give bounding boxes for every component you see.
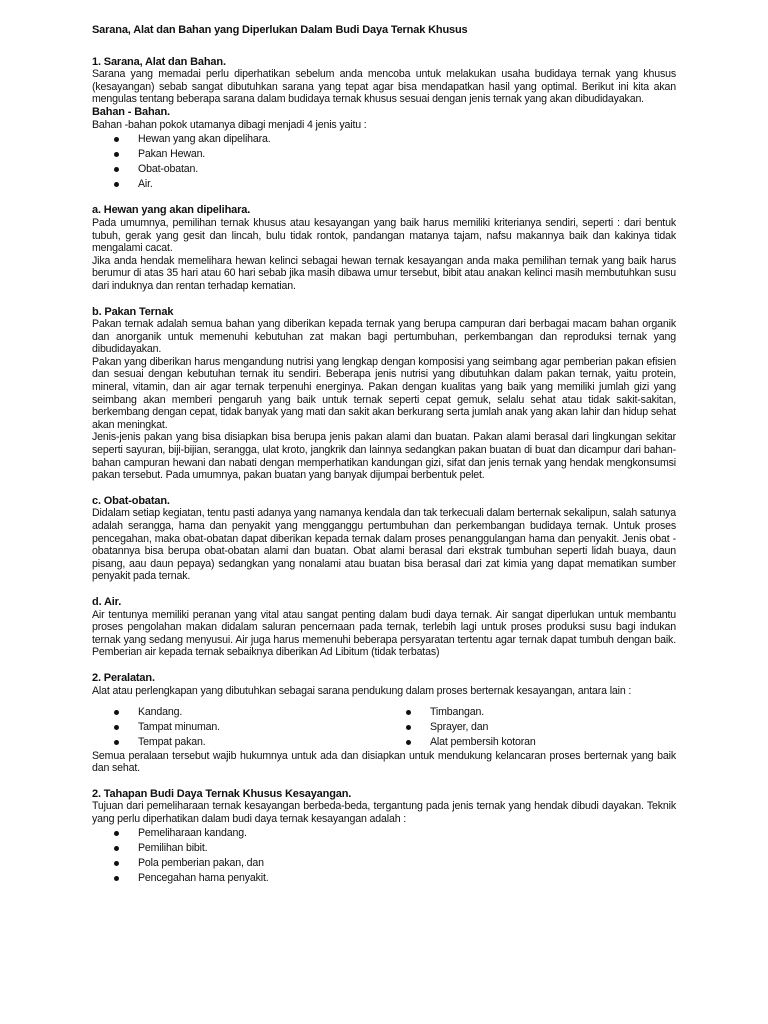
bullet-icon <box>114 846 119 851</box>
section-c-paragraph-1: Didalam setiap kegiatan, tentu pasti adanya yang namanya kendala dan tak terkecuali dalam berternak sekalipun, salah satunya adalah serangga, hama dan penyakit yang mengganggu pertumbuhan dan perkembangan budidaya ternak. Untuk proses pencegahan, maka obat-obatan dapat diberikan kepada ternak dalam proses penanggulangan hama dan penyakit. Jenis obat - obatannya bisa berupa obat-obatan alami dan buatan. Obat alami berasal dari ekstrak tumbuhan seperti lidah buaya, daun pisang, aau daun pepaya) sedangkan yang nonalami atau buatan bisa berasal dari zat kimia yang dapat mematikan sumber penyakit pada ternak. <box>92 507 676 583</box>
list-item-text: Pola pemberian pakan, dan <box>138 857 264 870</box>
section-d-paragraph-1: Air tentunya memiliki peranan yang vital atau sangat penting dalam budi daya ternak. Air sangat diperlukan untuk membantu proses pengolahan makan didalam saluran pencernaan pada ternak, terlebih lagi untuk proses produksi susu bagi indukan ternak yang sedang menyusui. Air juga harus memenuhi beberapa persyaratan tertentu agar ternak dapat tumbuh dengan baik. Pemberian air kepada ternak sebaiknya diberikan Ad Libitum (tidak terbatas) <box>92 608 676 659</box>
section-d-heading: d. Air. <box>92 595 122 608</box>
list-item <box>384 705 676 720</box>
section-2-heading: 2. Peralatan. <box>92 671 155 684</box>
section-3-heading: 2. Tahapan Budi Daya Ternak Khusus Kesayangan. <box>92 787 352 800</box>
list-item-text: Tampat minuman. <box>138 720 220 733</box>
list-item-text: Tempat pakan. <box>138 735 206 748</box>
document-page <box>92 24 676 886</box>
section-1-intro: Sarana yang memadai perlu diperhatikan sebelum anda mencoba untuk melakukan usaha budidaya ternak yang khusus (kesayangan) sebab sangat dibutuhkan sarana yang tepat agar bisa mendapatkan hasil yang optimal. Berikut ini kita akan mengulas tentang beberapa sarana dalam budidaya ternak khusus sesuai dengan jenis ternak yang akan dibudidayakan. <box>92 68 676 106</box>
bullet-icon <box>114 137 119 142</box>
section-b-paragraph-2: Pakan yang diberikan harus mengandung nutrisi yang lengkap dengan komposisi yang seimbang agar pemberian pakan efisien dan sesuai dengan kebutuhan ternak itu sendiri. Beberapa jenis nutrisi yang dibutuhkan dalam pakan ternak, yaitu protein, mineral, vitamin, dan air agar ternak terpenuhi energinya. Pakan dengan kualitas yang baik yang memiliki jumlah gizi yang seimbang akan memberi pengaruh yang baik untuk ternak seperti cepat gemuk, selalu sehat atau tidak sakit-sakitan, berkembang dengan cepat, tidak banyak yang mati dan sakit akan berkurang serta jumlah anak yang akan lahir dan hidup sehat akan meningkat. <box>92 355 676 431</box>
list-item <box>92 841 676 856</box>
peralatan-list-right <box>384 705 676 749</box>
list-item <box>92 826 676 841</box>
section-b-paragraph-1: Pakan ternak adalah semua bahan yang diberikan kepada ternak yang berupa campuran dari berbagai macam bahan organik dan anorganik untuk memenuhi kebutuhan zat makan bagi pertumbuhan, perkembangan dan reproduksi ternak yang dibudidayakan. <box>92 318 676 356</box>
bullet-icon <box>114 725 119 730</box>
list-item <box>92 705 384 720</box>
list-item <box>92 177 676 192</box>
bullet-icon <box>114 182 119 187</box>
bullet-icon <box>114 876 119 881</box>
list-item-text: Pemeliharaan kandang. <box>138 827 247 840</box>
bullet-icon <box>114 710 119 715</box>
list-item-text: Kandang. <box>138 706 183 719</box>
bullet-icon <box>114 740 119 745</box>
bullet-icon <box>406 725 411 730</box>
list-item <box>92 856 676 871</box>
document-title: Sarana, Alat dan Bahan yang Diperlukan Dalam Budi Daya Ternak Khusus <box>92 24 468 36</box>
list-item-text: Pencegahan hama penyakit. <box>138 871 269 884</box>
list-item <box>384 735 676 750</box>
list-item <box>92 735 384 750</box>
list-item-text: Hewan yang akan dipelihara. <box>138 133 271 146</box>
list-item-text: Alat pembersih kotoran <box>430 735 536 748</box>
tahapan-list <box>92 826 676 885</box>
section-b-heading: b. Pakan Ternak <box>92 305 174 318</box>
section-a-paragraph-2: Jika anda hendak memelihara hewan kelinci sebagai hewan ternak kesayangan anda maka pemilihan ternak yang baik harus berumur di atas 35 hari atau 60 hari sebab jika masih dibawa umur tersebut, bibit atau anakan kelinci masih membutuhkan susu dari induknya dan rentan terhadap kematian. <box>92 254 676 292</box>
section-b-paragraph-3: Jenis-jenis pakan yang bisa disiapkan bisa berupa jenis pakan alami dan buatan. Pakan alami berasal dari lingkungan sekitar seperti sayuran, biji-bijian, serangga, ulat kroto, jangkrik dan lainnya sedangkan pakan buatan di buat dan dicampur dari bahan-bahan campuran hewani dan nabati dengan memperhatikan kandungan gizi, sifat dan jenis ternak yang hendak mengkonsumsi pakan tersebut. Pada umumnya, pakan buatan yang banyak dijumpai berbentuk pelet. <box>92 431 676 482</box>
list-item <box>92 147 676 162</box>
list-item-text: Pakan Hewan. <box>138 147 206 160</box>
bullet-icon <box>114 831 119 836</box>
section-2-intro: Alat atau perlengkapan yang dibutuhkan sebagai sarana pendukung dalam proses berternak kesayangan, antara lain : <box>92 684 632 697</box>
section-c-heading: c. Obat-obatan. <box>92 494 170 507</box>
bahan-list <box>92 132 676 191</box>
bahan-intro: Bahan -bahan pokok utamanya dibagi menjadi 4 jenis yaitu : <box>92 118 367 131</box>
bullet-icon <box>406 710 411 715</box>
list-item-text: Timbangan. <box>430 706 485 719</box>
list-item <box>384 720 676 735</box>
list-item <box>92 871 676 886</box>
list-item <box>92 132 676 147</box>
list-item <box>92 162 676 177</box>
section-1-heading: 1. Sarana, Alat dan Bahan. <box>92 55 226 68</box>
section-2-outro: Semua peralaan tersebut wajib hukumnya untuk ada dan disiapkan untuk mendukung kelancaran proses berternak yang baik dan sehat. <box>92 749 676 775</box>
bullet-icon <box>406 740 411 745</box>
peralatan-list-left <box>92 705 384 749</box>
list-item-text: Pemilihan bibit. <box>138 842 208 855</box>
section-a-heading: a. Hewan yang akan dipelihara. <box>92 204 251 217</box>
bullet-icon <box>114 861 119 866</box>
list-item-text: Air. <box>138 177 153 190</box>
list-item-text: Sprayer, dan <box>430 720 489 733</box>
bullet-icon <box>114 152 119 157</box>
bullet-icon <box>114 167 119 172</box>
list-item-text: Obat-obatan. <box>138 162 199 175</box>
bahan-heading: Bahan - Bahan. <box>92 105 170 118</box>
list-item <box>92 720 384 735</box>
section-a-paragraph-1: Pada umumnya, pemilihan ternak khusus atau kesayangan yang baik harus memiliki kriterianya sendiri, seperti : dari bentuk tubuh, gerak yang gesit dan lincah, bulu tidak rontok, pandangan matanya tajam, nafsu makannya baik dan kakinya tidak mengalami cacat. <box>92 216 676 255</box>
peralatan-list <box>92 705 676 749</box>
section-3-paragraph-1: Tujuan dari pemeliharaan ternak kesayangan berbeda-beda, tergantung pada jenis ternak yang hendak dibudi dayakan. Teknik yang perlu diperhatikan dalam budi daya ternak kesayangan adalah : <box>92 800 676 825</box>
